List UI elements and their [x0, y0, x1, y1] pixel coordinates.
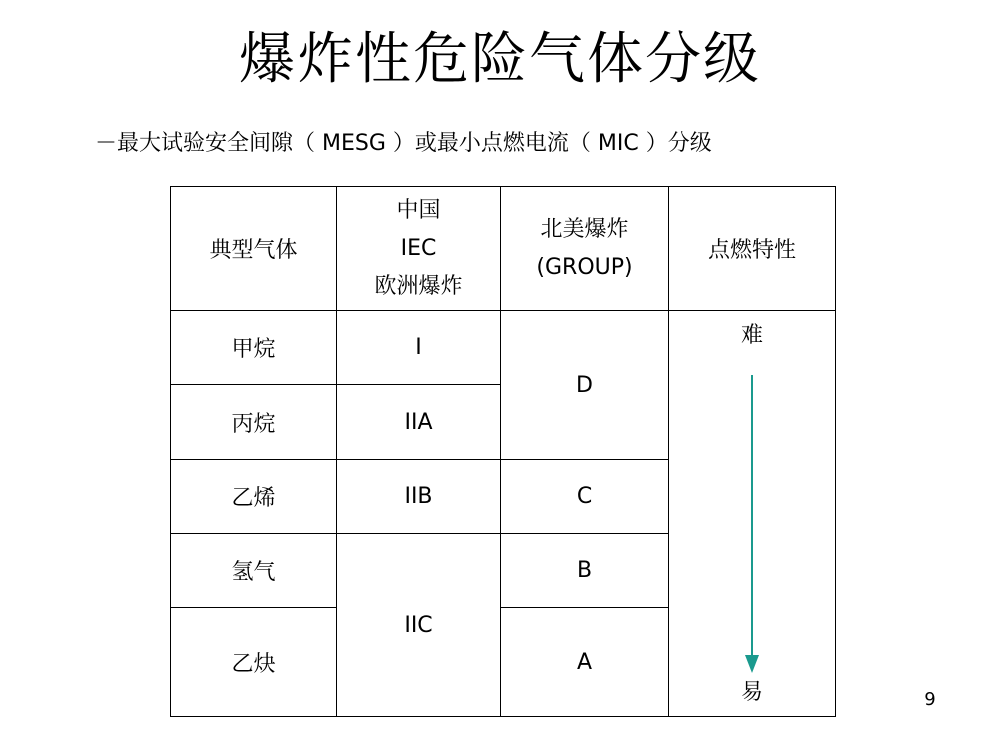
cell-na-ethylene: C — [501, 460, 669, 534]
header-iec — [337, 187, 501, 311]
header-na-line-2: (GROUP) — [536, 254, 633, 280]
cell-gas-propane: 丙烷 — [171, 385, 337, 460]
header-iec-line-1: 中国 — [396, 197, 441, 223]
cell-iec-propane: IIA — [337, 385, 501, 460]
slide-title: 爆炸性危险气体分级 — [239, 27, 761, 92]
header-iec-line-2: IEC — [400, 235, 437, 261]
table-row — [171, 311, 836, 385]
cell-na-hydrogen: B — [501, 534, 669, 608]
cell-iec-methane: I — [337, 311, 501, 385]
ignition-easy-label: 易 — [740, 680, 763, 705]
header-iec-line-3: 欧洲爆炸 — [374, 273, 463, 299]
cell-gas-hydrogen: 氢气 — [171, 534, 337, 608]
cell-gas-ethylene: 乙烯 — [171, 460, 337, 534]
header-ignition-property: 点燃特性 — [669, 187, 836, 311]
ignition-hard-label: 难 — [740, 323, 763, 348]
cell-na-acetylene: A — [501, 608, 669, 717]
cell-iec-group-iic: IIC — [337, 534, 501, 717]
page-number: 9 — [924, 689, 936, 710]
down-arrow-icon — [743, 375, 761, 675]
gas-grading-table — [170, 186, 836, 717]
slide-subtitle: －最大试验安全间隙（ MESG ）或最小点燃电流（ MIC ）分级 — [95, 131, 712, 156]
header-typical-gas: 典型气体 — [171, 187, 337, 311]
header-north-america — [501, 187, 669, 311]
header-na-line-1: 北美爆炸 — [540, 216, 629, 242]
cell-ignition-scale — [669, 311, 836, 717]
cell-na-group-d: D — [501, 311, 669, 460]
cell-gas-acetylene: 乙炔 — [171, 608, 337, 717]
cell-iec-ethylene: IIB — [337, 460, 501, 534]
table-header-row — [171, 187, 836, 311]
cell-gas-methane: 甲烷 — [171, 311, 337, 385]
